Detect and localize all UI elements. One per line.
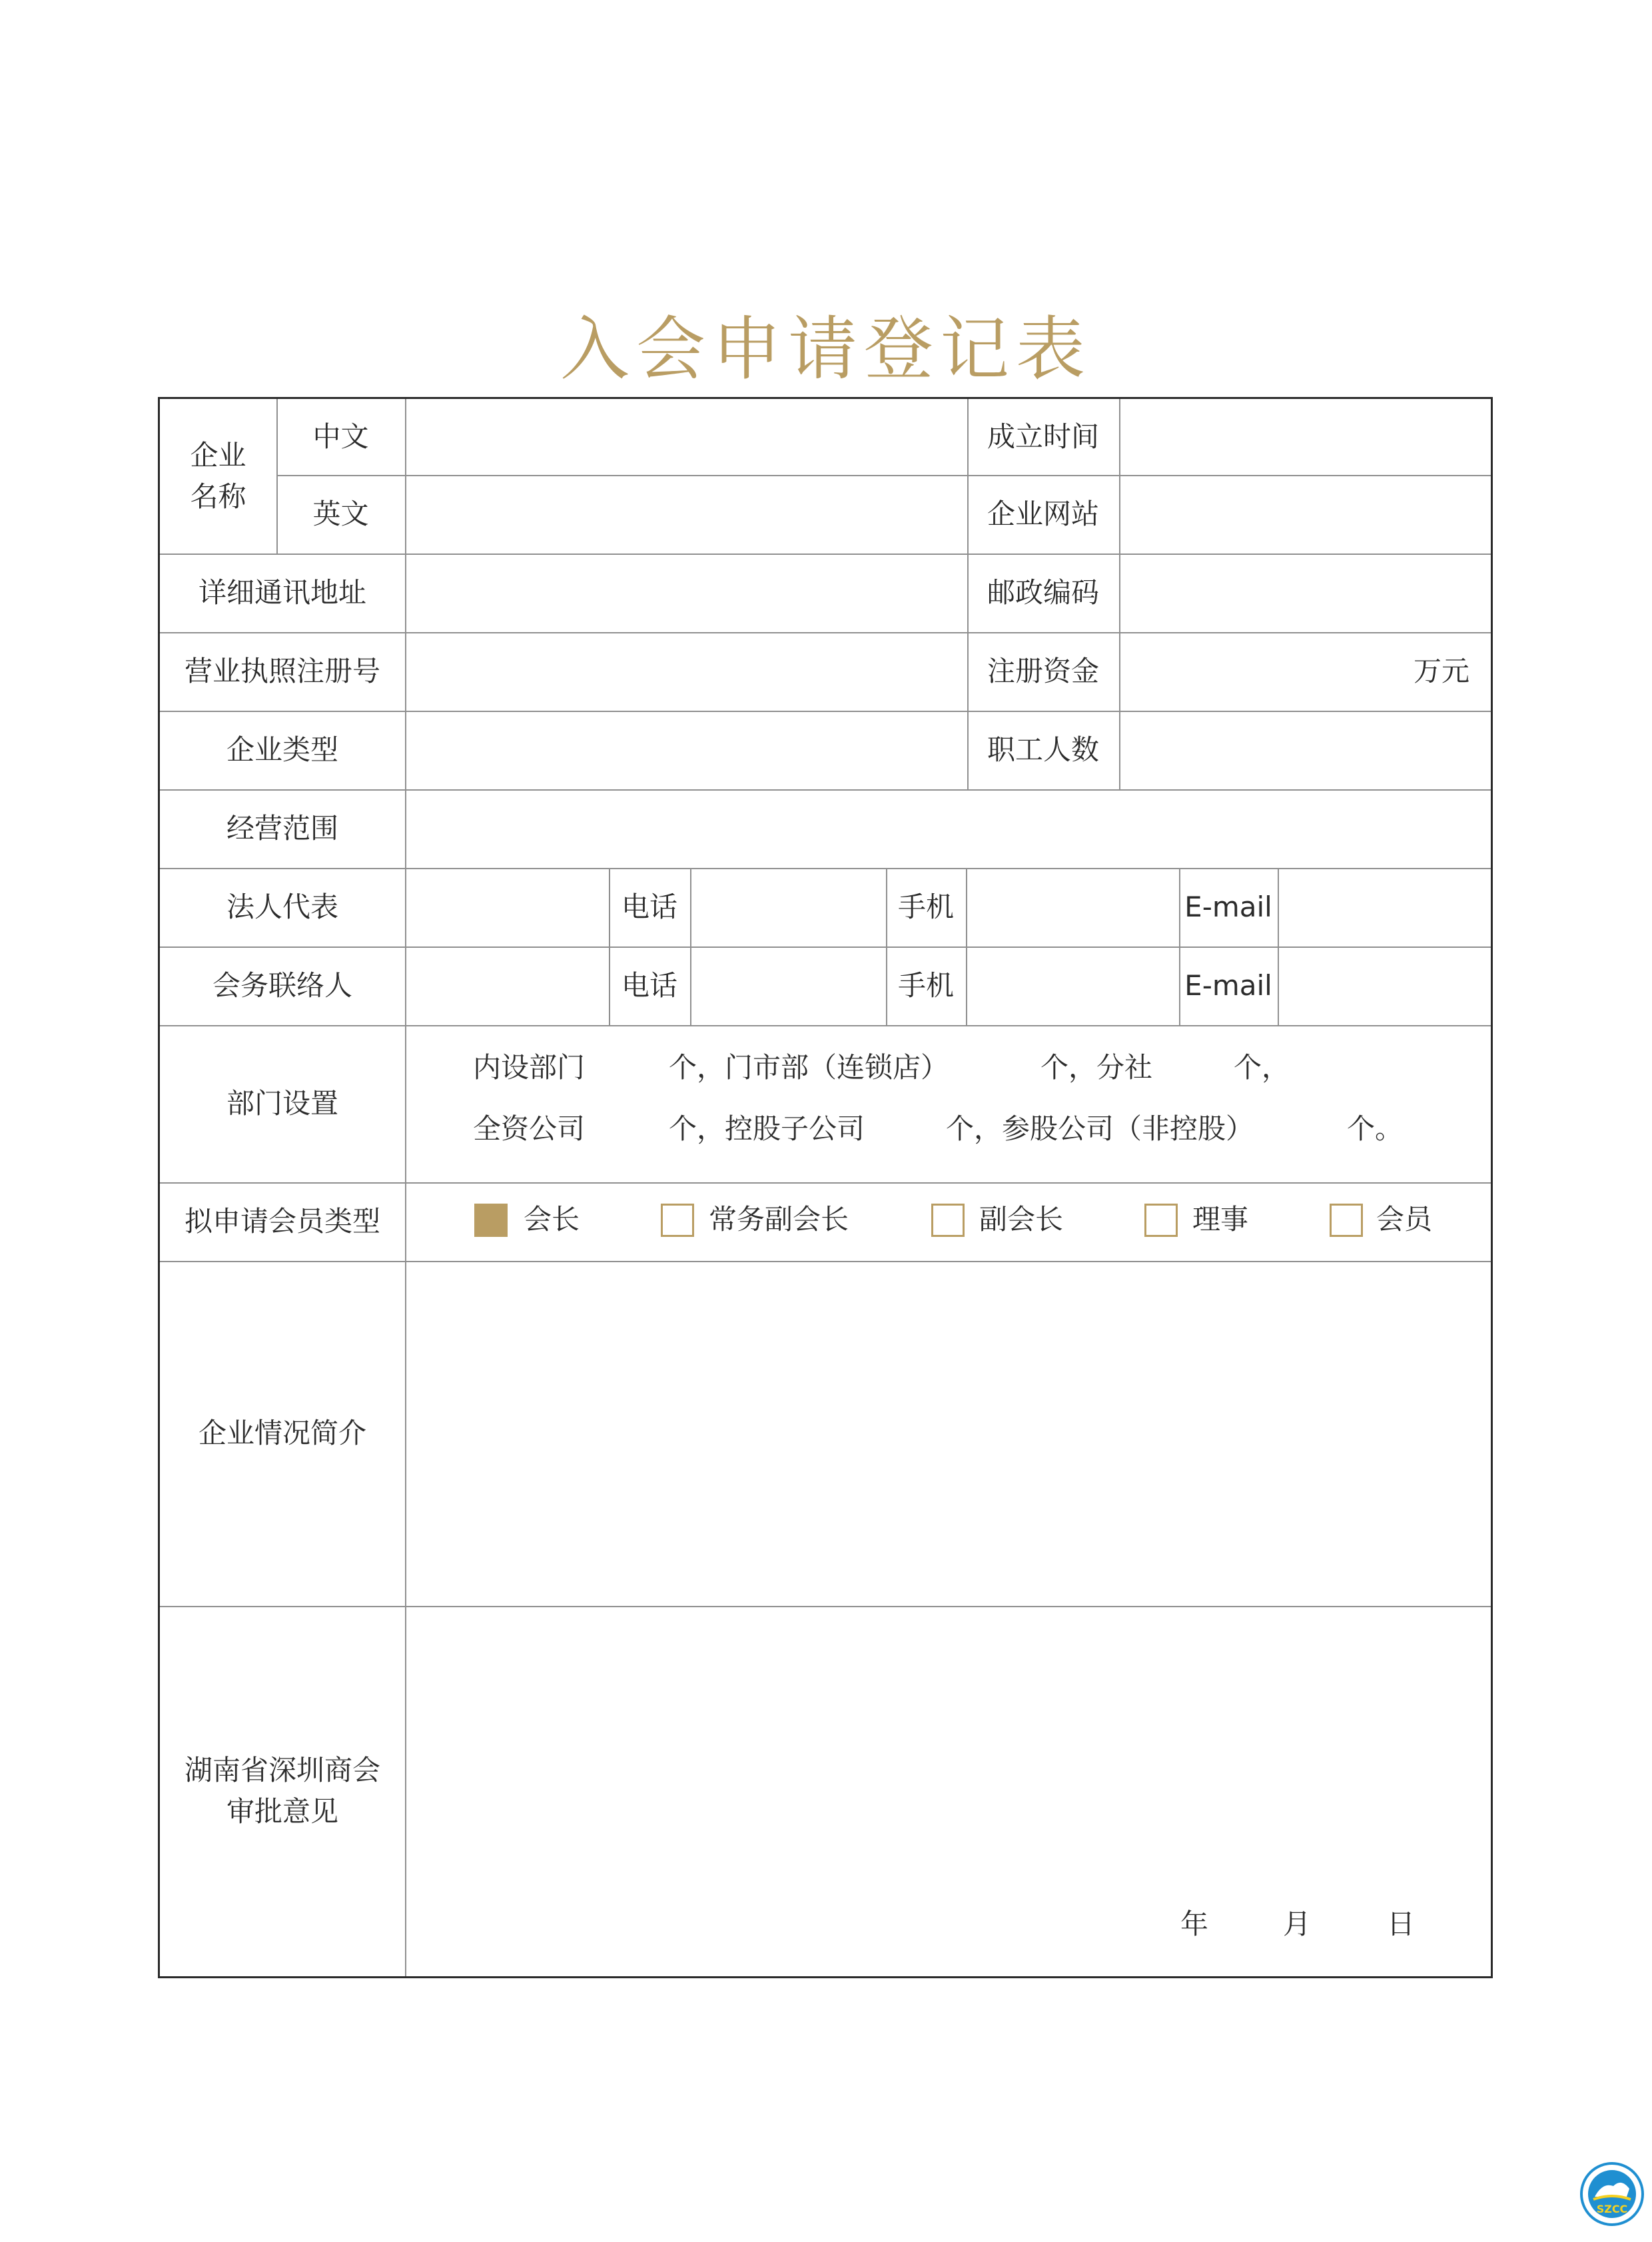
member-type-checkbox-vp[interactable] [931,1204,965,1237]
legal-rep-mobile-label: 手机 [897,891,954,923]
intro-field[interactable] [406,1262,1489,1605]
company-type-field[interactable] [406,712,966,788]
legal-rep-phone-label: 电话 [621,891,677,923]
chinese-name-label: 中文 [312,420,369,453]
employees-label: 职工人数 [987,733,1099,766]
contact-email-label: E-mail [1184,969,1272,1002]
legal-rep-email-field[interactable] [1279,869,1489,945]
application-form-table [158,397,1493,1978]
member-type-label-director: 理事 [1192,1203,1249,1236]
approval-field[interactable] [406,1607,1489,1900]
contact-label: 会务联络人 [212,969,352,1002]
address-field[interactable] [406,555,966,631]
intro-label: 企业情况简介 [198,1417,366,1449]
english-name-label: 英文 [312,498,369,530]
company-name-label [160,399,276,554]
dept-internal-label: 内设部门 [473,1051,586,1084]
contact-phone-field[interactable] [691,948,885,1024]
approval-label-line1: 湖南省深圳商会 [184,1754,380,1786]
founded-label: 成立时间 [987,420,1099,453]
date-year-label: 年 [1180,1908,1209,1940]
address-label: 详细通讯地址 [198,576,366,609]
license-field[interactable] [406,633,966,709]
legal-rep-field[interactable] [406,869,608,945]
member-type-checkbox-member[interactable] [1330,1204,1363,1237]
license-label: 营业执照注册号 [184,655,380,687]
member-type-checkbox-executive-vp[interactable] [661,1204,694,1237]
legal-rep-email-label: E-mail [1184,891,1272,923]
chamber-of-commerce-logo-icon [1580,2162,1644,2226]
company-name-label-line1: 企业 [190,439,246,472]
company-name-label-line2: 名称 [190,480,246,513]
date-month-label: 月 [1283,1908,1312,1940]
founded-field[interactable] [1120,400,1489,474]
member-type-checkbox-president[interactable] [474,1204,508,1237]
dept-unit2-label: 个，分社 [1040,1051,1153,1084]
legal-rep-mobile-field[interactable] [967,869,1178,945]
dept-wholly-owned-label: 全资公司 [473,1112,586,1145]
member-type-checkbox-director[interactable] [1144,1204,1178,1237]
dept-unit1-label: 个，门市部（连锁店） [669,1051,949,1084]
website-field[interactable] [1120,476,1489,552]
member-type-label: 拟申请会员类型 [184,1205,380,1238]
capital-label: 注册资金 [987,655,1099,687]
legal-rep-phone-field[interactable] [691,869,885,945]
postcode-label: 邮政编码 [987,576,1099,609]
postcode-field[interactable] [1120,555,1489,631]
capital-unit: 万元 [1413,655,1469,687]
date-day-label: 日 [1387,1908,1416,1940]
website-label: 企业网站 [987,498,1099,530]
approval-label-line2: 审批意见 [226,1795,338,1828]
contact-mobile-label: 手机 [897,969,954,1002]
business-scope-field[interactable] [406,791,1489,867]
chinese-name-field[interactable] [406,400,966,474]
member-type-label-member: 会员 [1376,1203,1433,1236]
page-title: 入会申请登记表 [560,308,1092,390]
member-type-label-president: 会长 [524,1203,580,1236]
employees-field[interactable] [1120,712,1489,788]
dept-unit3-label: 个， [1234,1051,1290,1084]
contact-field[interactable] [406,948,608,1024]
company-type-label: 企业类型 [226,733,338,766]
dept-unit6-label: 个。 [1347,1112,1404,1145]
dept-unit5-label: 个，参股公司（非控股） [946,1112,1254,1145]
contact-phone-label: 电话 [621,969,677,1002]
approval-label [160,1606,405,1976]
member-type-label-executive-vp: 常务副会长 [709,1203,849,1236]
capital-field[interactable] [1120,633,1469,709]
business-scope-label: 经营范围 [226,812,338,845]
contact-email-field[interactable] [1279,948,1489,1024]
contact-mobile-field[interactable] [967,948,1178,1024]
logo-text: SZCC [1596,2203,1628,2215]
legal-rep-label: 法人代表 [226,891,338,923]
member-type-label-vp: 副会长 [979,1203,1064,1236]
english-name-field[interactable] [406,476,966,552]
dept-label: 部门设置 [226,1087,338,1120]
dept-unit4-label: 个，控股子公司 [669,1112,865,1145]
